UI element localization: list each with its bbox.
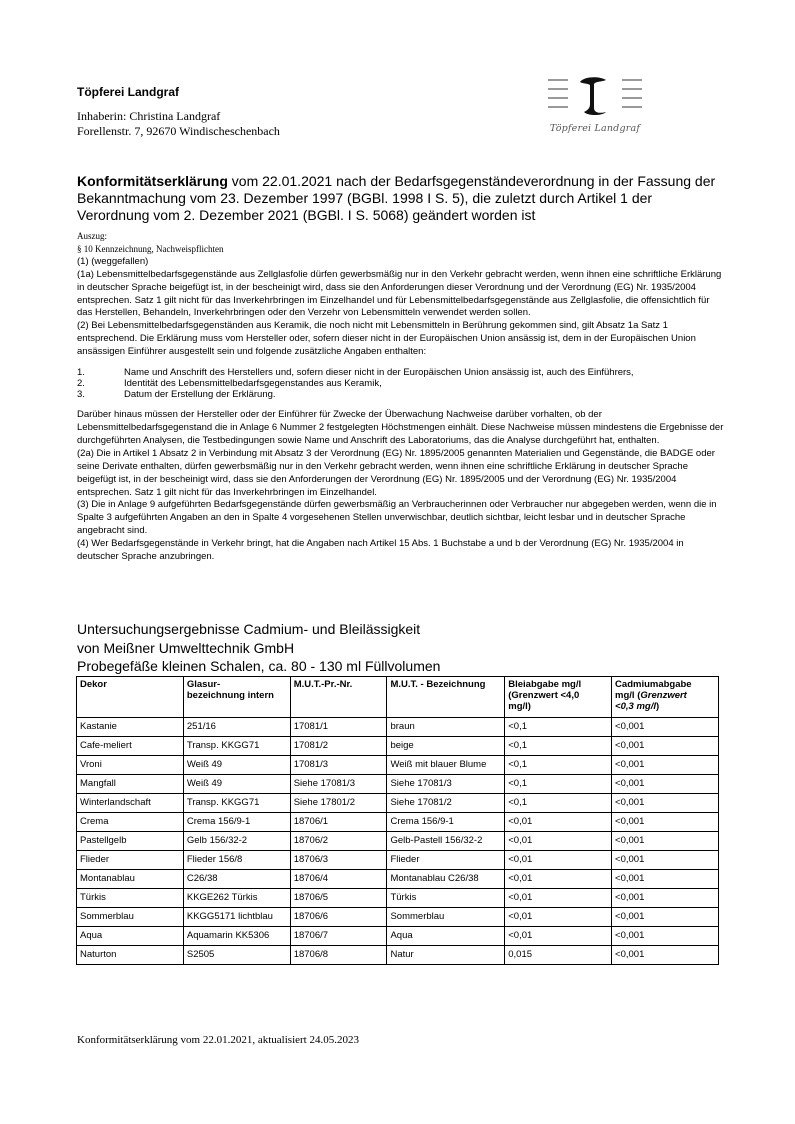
cell-dekor: Flieder: [77, 851, 184, 870]
table-row: [77, 756, 719, 775]
cell-dekor: Vroni: [77, 756, 184, 775]
cell-mut-nr: 18706/5: [290, 889, 387, 908]
cell-dekor: Naturton: [77, 946, 184, 965]
cell-bleiabgabe: <0,01: [505, 832, 612, 851]
excerpt-paragraph-1: (1) (weggefallen): [77, 255, 149, 267]
cell-mut-nr: 18706/6: [290, 908, 387, 927]
cell-mut-nr: 18706/1: [290, 813, 387, 832]
cell-bleiabgabe: 0,015: [505, 946, 612, 965]
cell-glasur: Crema 156/9-1: [183, 813, 290, 832]
cell-dekor: Türkis: [77, 889, 184, 908]
header-glasur: Glasur- bezeichnung intern: [183, 677, 290, 718]
cell-cadmiumabgabe: <0,001: [612, 927, 719, 946]
cell-bleiabgabe: <0,01: [505, 813, 612, 832]
cell-dekor: Sommerblau: [77, 908, 184, 927]
cell-mut-bezeichnung: braun: [387, 718, 505, 737]
cell-cadmiumabgabe: <0,001: [612, 908, 719, 927]
list-item-number: 2.: [77, 378, 85, 390]
header-mut-nr: M.U.T.-Pr.-Nr.: [290, 677, 387, 718]
list-item: [77, 389, 725, 400]
table-row: [77, 908, 719, 927]
excerpt-paragraph-3b: (3) Die in Anlage 9 aufgeführten Bedarfsgegenstände dürfen gewerbsmäßig an Verbraucherinnen oder Verbraucher nur abgegeben werden, wenn die in Spalte 3 aufgeführten Angaben an den in Spalte 4 vorgesehenen Stellen unverwischbar, deutlich sichtbar, leicht lesbar und in deutscher Sprache angebracht sind.: [77, 499, 717, 537]
cell-mut-nr: 18706/4: [290, 870, 387, 889]
excerpt-label: Auszug:: [77, 231, 107, 241]
table-row: [77, 851, 719, 870]
list-item: [77, 367, 725, 378]
results-heading: [77, 620, 440, 676]
list-item-text: Identität des Lebensmittelbedarfsgegenstandes aus Keramik,: [124, 378, 382, 390]
law-excerpt: [77, 230, 725, 564]
table-row: [77, 813, 719, 832]
cell-bleiabgabe: <0,01: [505, 927, 612, 946]
cell-glasur: C26/38: [183, 870, 290, 889]
cell-glasur: Weiß 49: [183, 775, 290, 794]
cell-mut-nr: Siehe 17801/2: [290, 794, 387, 813]
cell-mut-nr: 17081/2: [290, 737, 387, 756]
owner-block: [77, 109, 280, 139]
results-lab: von Meißner Umwelttechnik GmbH: [77, 639, 295, 656]
table-body: [77, 718, 719, 965]
cell-bleiabgabe: <0,1: [505, 775, 612, 794]
cell-cadmiumabgabe: <0,001: [612, 737, 719, 756]
table-row: [77, 946, 719, 965]
excerpt-paragraph-2a: (2a) Die in Artikel 1 Absatz 2 in Verbindung mit Absatz 3 der Verordnung (EG) Nr. 1895/2005 genannten Materialien und Gegenstände, die BADGE oder seine Derivate enthalten, dürfen gewerbsmäßig nur in den Verkehr gebracht werden, wenn ihnen eine schriftliche Erklärung in deutscher Sprache beigefügt ist, in der bescheinigt wird, dass sie den Anforderungen der Verordnung (EG) Nr. 1895/2005 und der Verordnung (EG) Nr. 1935/2004 entsprechen. Satz 1 gilt nicht für das Inverkehrbringen im Einzelhandel.: [77, 447, 715, 498]
table-row: [77, 927, 719, 946]
list-item-text: Datum der Erstellung der Erklärung.: [124, 389, 276, 401]
table-row: [77, 718, 719, 737]
list-item-number: 1.: [77, 367, 85, 379]
results-title: Untersuchungsergebnisse Cadmium- und Bleilässigkeit: [77, 621, 421, 637]
owner-name: Inhaberin: Christina Landgraf: [77, 109, 221, 123]
cell-bleiabgabe: <0,01: [505, 908, 612, 927]
cell-glasur: S2505: [183, 946, 290, 965]
cell-cadmiumabgabe: <0,001: [612, 851, 719, 870]
cell-mut-bezeichnung: Siehe 17081/3: [387, 775, 505, 794]
results-sample: Probegefäße kleinen Schalen, ca. 80 - 130 ml Füllvolumen: [77, 658, 441, 674]
cell-mut-bezeichnung: beige: [387, 737, 505, 756]
cell-bleiabgabe: <0,1: [505, 794, 612, 813]
header-mut-bezeichnung: M.U.T. - Bezeichnung: [387, 677, 505, 718]
cell-mut-bezeichnung: Gelb-Pastell 156/32-2: [387, 832, 505, 851]
cell-mut-bezeichnung: Montanablau C26/38: [387, 870, 505, 889]
cell-bleiabgabe: <0,1: [505, 756, 612, 775]
cell-cadmiumabgabe: <0,001: [612, 832, 719, 851]
excerpt-section: § 10 Kennzeichnung, Nachweispflichten: [77, 243, 224, 254]
table-header-row: [77, 677, 719, 718]
excerpt-paragraph-4: (4) Wer Bedarfsgegenstände in Verkehr bringt, hat die Angaben nach Artikel 15 Abs. 1 Buchstabe a und b der Verordnung (EG) Nr. 1935/2004 in deutscher Sprache anzubringen.: [77, 538, 684, 563]
table-row: [77, 889, 719, 908]
header-cadmiumabgabe: Cadmiumabgabe mg/l (Grenzwert <0,3 mg/l): [612, 677, 719, 718]
cell-cadmiumabgabe: <0,001: [612, 889, 719, 908]
cell-dekor: Mangfall: [77, 775, 184, 794]
cell-cadmiumabgabe: <0,001: [612, 870, 719, 889]
cell-mut-bezeichnung: Weiß mit blauer Blume: [387, 756, 505, 775]
cell-mut-nr: 18706/3: [290, 851, 387, 870]
cell-cadmiumabgabe: <0,001: [612, 946, 719, 965]
cell-dekor: Montanablau: [77, 870, 184, 889]
cell-glasur: 251/16: [183, 718, 290, 737]
table-row: [77, 870, 719, 889]
table-row: [77, 775, 719, 794]
cell-dekor: Kastanie: [77, 718, 184, 737]
table-row: [77, 737, 719, 756]
header-dekor: Dekor: [77, 677, 184, 718]
excerpt-paragraph-1a: (1a) Lebensmittelbedarfsgegenstände aus Zellglasfolie dürfen gewerbsmäßig nur in den Verkehr gebracht werden, wenn ihnen eine schriftliche Erklärung in deutscher Sprache beigefügt ist, in der bescheinigt wird, dass sie den Anforderungen dieser Verordnung und der Verordnung (EG) Nr. 1935/2004 entsprechen. Satz 1 gilt nicht für das Inverkehrbringen im Einzelhandel und für Lebensmittelbedarfsgegenstände aus Zellglasfolie, die offensichtlich für das Herstellen, Behandeln, Inverkehrbringen oder den Verzehr von Lebensmitteln verwendet werden sollen.: [77, 268, 722, 319]
cell-mut-nr: 18706/7: [290, 927, 387, 946]
cell-glasur: Transp. KKGG71: [183, 794, 290, 813]
cell-cadmiumabgabe: <0,001: [612, 718, 719, 737]
cell-cadmiumabgabe: <0,001: [612, 813, 719, 832]
cell-mut-nr: 18706/2: [290, 832, 387, 851]
declaration-heading: [77, 173, 727, 224]
cell-cadmiumabgabe: <0,001: [612, 775, 719, 794]
logo-caption: Töpferei Landgraf: [549, 123, 641, 134]
cell-mut-bezeichnung: Aqua: [387, 927, 505, 946]
company-address: Forellenstr. 7, 92670 Windischeschenbach: [77, 124, 280, 138]
cell-dekor: Pastellgelb: [77, 832, 184, 851]
cell-glasur: KKGE262 Türkis: [183, 889, 290, 908]
cell-bleiabgabe: <0,01: [505, 851, 612, 870]
cell-mut-bezeichnung: Crema 156/9-1: [387, 813, 505, 832]
cell-glasur: KKGG5171 lichtblau: [183, 908, 290, 927]
cell-mut-bezeichnung: Siehe 17081/2: [387, 794, 505, 813]
cell-mut-bezeichnung: Sommerblau: [387, 908, 505, 927]
cell-mut-bezeichnung: Natur: [387, 946, 505, 965]
cell-bleiabgabe: <0,01: [505, 889, 612, 908]
list-item: [77, 378, 725, 389]
cell-bleiabgabe: <0,1: [505, 718, 612, 737]
excerpt-paragraph-2: (2) Bei Lebensmittelbedarfsgegenständen aus Keramik, die noch nicht mit Lebensmitteln in Berührung gekommen sind, gilt Absatz 1a Satz 1 entsprechend. Die Erklärung muss vom Hersteller oder, sofern dieser nicht in der Europäischen Union ansässig ist, dem in der Europäischen Union ansässigen Einführer ausgestellt sein und folgende zusätzliche Angaben enthalten:: [77, 320, 696, 358]
excerpt-paragraph-3: Darüber hinaus müssen der Hersteller oder der Einführer für Zwecke der Überwachung Nachweise darüber vorhalten, ob der Lebensmittelbedarfsgegenstand die in Anlage 6 Nummer 2 festgelegten Höchstmengen einhält. Diese Nachweise müssen mindestens die Ergebnisse der durchgeführten Analysen, die Testbedingungen sowie Name und Anschrift des Laboratoriums, das die Analyse durchgeführt hat, enthalten.: [77, 409, 724, 446]
cell-glasur: Weiß 49: [183, 756, 290, 775]
company-name: Töpferei Landgraf: [77, 85, 180, 99]
cell-cadmiumabgabe: <0,001: [612, 794, 719, 813]
cell-mut-bezeichnung: Flieder: [387, 851, 505, 870]
cell-glasur: Flieder 156/8: [183, 851, 290, 870]
table-row: [77, 794, 719, 813]
cell-mut-nr: 18706/8: [290, 946, 387, 965]
declaration-text: vom 22.01.2021 nach der Bedarfsgegenständeverordnung in der Fassung der Bekanntmachung vom 23. Dezember 1997 (BGBl. 1998 I S. 5), die zuletzt durch Artikel 1 der Verordnung vom 2. Dezember 2021 (BGBl. I S. 5068) geändert worden ist: [77, 173, 716, 223]
cell-cadmiumabgabe: <0,001: [612, 756, 719, 775]
cell-mut-nr: 17081/1: [290, 718, 387, 737]
excerpt-list: [77, 367, 725, 400]
list-item-number: 3.: [77, 389, 85, 401]
cell-glasur: Transp. KKGG71: [183, 737, 290, 756]
cell-dekor: Crema: [77, 813, 184, 832]
cell-glasur: Gelb 156/32-2: [183, 832, 290, 851]
table-row: [77, 832, 719, 851]
results-table: [76, 676, 719, 965]
declaration-title: Konformitätserklärung: [77, 173, 228, 189]
cell-mut-bezeichnung: Türkis: [387, 889, 505, 908]
cell-mut-nr: Siehe 17081/3: [290, 775, 387, 794]
cell-glasur: Aquamarin KK5306: [183, 927, 290, 946]
cell-bleiabgabe: <0,1: [505, 737, 612, 756]
cell-dekor: Winterlandschaft: [77, 794, 184, 813]
page-footer: Konformitätserklärung vom 22.01.2021, aktualisiert 24.05.2023: [77, 1034, 359, 1046]
list-item-text: Name und Anschrift des Herstellers und, sofern dieser nicht in der Europäischen Union ansässig ist, auch des Einführers,: [124, 367, 634, 379]
cell-dekor: Cafe-meliert: [77, 737, 184, 756]
cell-bleiabgabe: <0,01: [505, 870, 612, 889]
cell-dekor: Aqua: [77, 927, 184, 946]
cell-mut-nr: 17081/3: [290, 756, 387, 775]
header-bleiabgabe: Bleiabgabe mg/l (Grenzwert <4,0 mg/l): [505, 677, 612, 718]
